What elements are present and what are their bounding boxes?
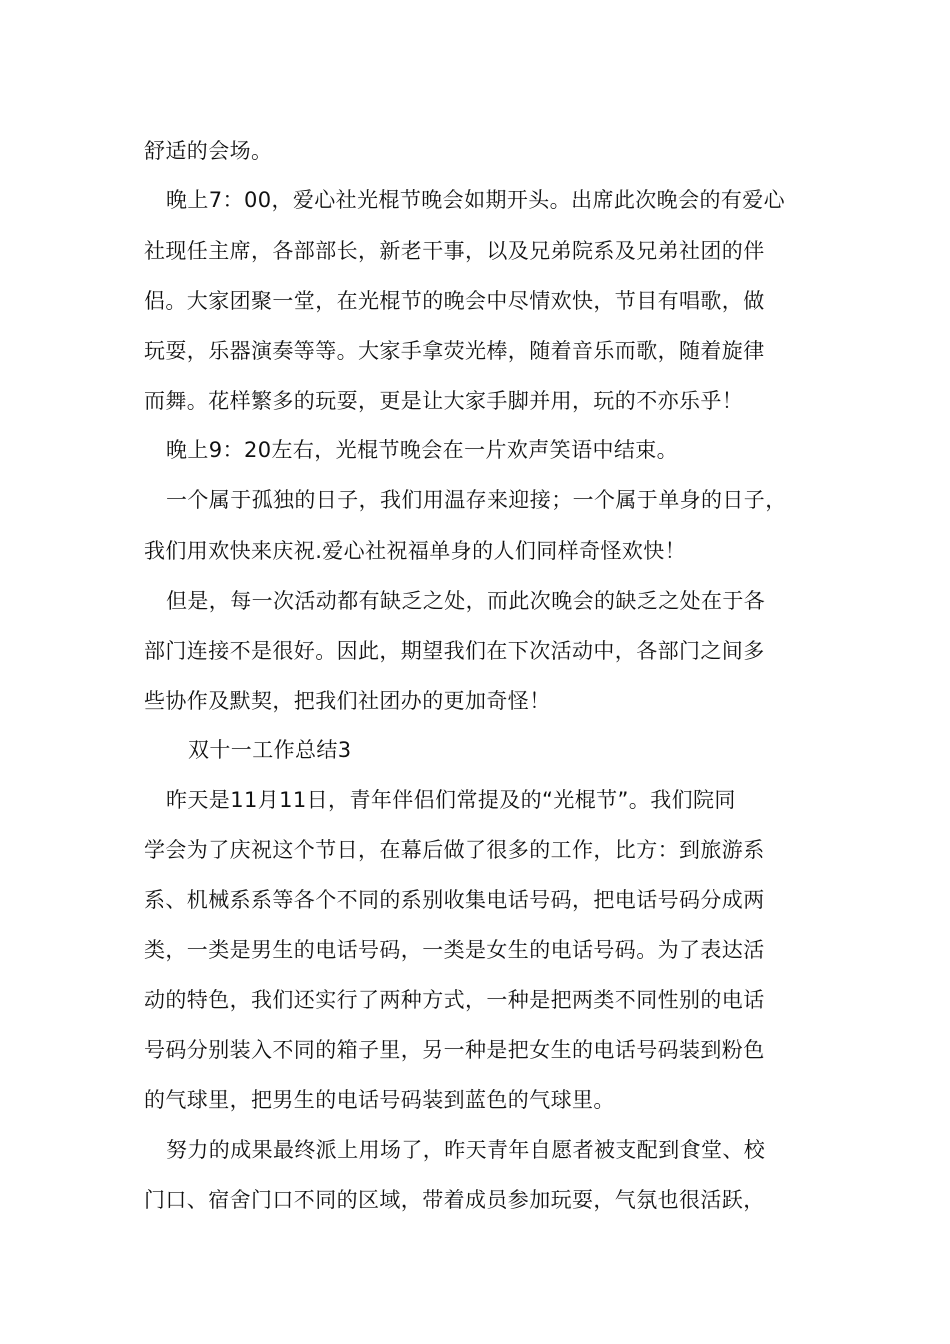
text-line: 侣。大家团聚一堂，在光棍节的晚会中尽情欢快，节目有唱歌，做 [144, 289, 765, 313]
text-line: 号码分别装入不同的箱子里，另一种是把女生的电话号码装到粉色 [144, 1038, 765, 1062]
text-line: 我们用欢快来庆祝.爱心社祝福单身的人们同样奇怪欢快！ [144, 539, 687, 563]
text-line: 学会为了庆祝这个节日，在幕后做了很多的工作，比方：到旅游系 [144, 838, 765, 862]
text-line: 努力的成果最终派上用场了，昨天青年自愿者被支配到食堂、校 [166, 1138, 766, 1162]
text-line: 晚上7：00，爱心社光棍节晚会如期开头。出席此次晚会的有爱心 [166, 188, 786, 212]
text-line: 昨天是11月11日，青年伴侣们常提及的“光棍节”。我们院同 [166, 788, 736, 812]
text-line: 但是，每一次活动都有缺乏之处，而此次晚会的缺乏之处在于各 [166, 589, 766, 613]
text-line: 门口、宿舍门口不同的区域，带着成员参加玩耍，气氛也很活跃， [144, 1188, 765, 1212]
text-line: 一个属于孤独的日子，我们用温存来迎接；一个属于单身的日子， [166, 488, 787, 512]
text-line: 社现任主席，各部部长，新老干事，以及兄弟院系及兄弟社团的伴 [144, 239, 765, 263]
text-line: 些协作及默契，把我们社团办的更加奇怪！ [144, 689, 551, 713]
text-line: 类，一类是男生的电话号码，一类是女生的电话号码。为了表达活 [144, 938, 765, 962]
text-line: 系、机械系系等各个不同的系别收集电话号码，把电话号码分成两 [144, 888, 765, 912]
text-line: 部门连接不是很好。因此，期望我们在下次活动中，各部门之间多 [144, 639, 765, 663]
text-line: 玩耍，乐器演奏等等。大家手拿荧光棒，随着音乐而歌，随着旋律 [144, 339, 765, 363]
text-line: 舒适的会场。 [144, 139, 273, 163]
text-line: 的气球里，把男生的电话号码装到蓝色的气球里。 [144, 1088, 615, 1112]
section-heading: 双十一工作总结3 [188, 738, 352, 762]
text-line: 而舞。花样繁多的玩耍，更是让大家手脚并用，玩的不亦乐乎！ [144, 389, 744, 413]
text-line: 晚上9：20左右，光棍节晚会在一片欢声笑语中结束。 [166, 438, 679, 462]
text-line: 动的特色，我们还实行了两种方式，一种是把两类不同性别的电话 [144, 988, 765, 1012]
